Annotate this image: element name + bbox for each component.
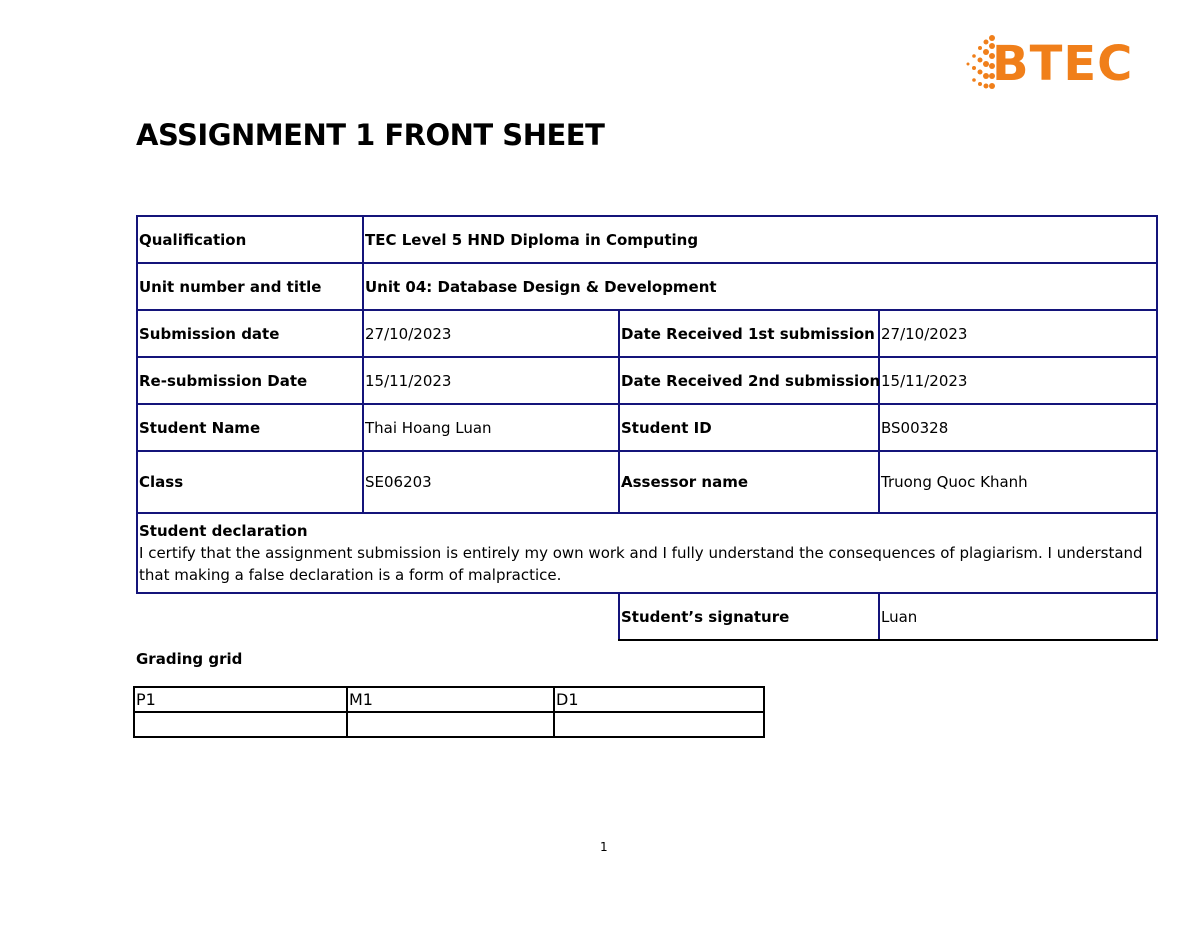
grading-grid	[133, 686, 765, 738]
grade-p1-header: P1	[134, 687, 347, 712]
student-name-label: Student Name	[137, 404, 363, 451]
grade-d1-header: D1	[554, 687, 764, 712]
page-number: 1	[600, 840, 608, 854]
student-id-value: BS00328	[879, 404, 1157, 451]
declaration-heading: Student declaration	[139, 522, 308, 540]
received-second-label: Date Received 2nd submission	[619, 357, 879, 404]
grade-m1-value	[347, 712, 554, 737]
student-id-label: Student ID	[619, 404, 879, 451]
assessor-value: Truong Quoc Khanh	[879, 451, 1157, 513]
btec-logo	[962, 30, 1152, 96]
class-value: SE06203	[363, 451, 619, 513]
assessor-label: Assessor name	[619, 451, 879, 513]
grading-header-row	[134, 687, 764, 712]
row-unit	[137, 263, 1157, 310]
qualification-value: TEC Level 5 HND Diploma in Computing	[363, 216, 1157, 263]
row-submission	[137, 310, 1157, 357]
resubmission-date-label: Re-submission Date	[137, 357, 363, 404]
signature-value: Luan	[879, 593, 1157, 640]
signature-label: Student’s signature	[619, 593, 879, 640]
grade-d1-value	[554, 712, 764, 737]
row-qualification	[137, 216, 1157, 263]
signature-spacer	[137, 593, 619, 640]
row-student	[137, 404, 1157, 451]
resubmission-date-value: 15/11/2023	[363, 357, 619, 404]
qualification-label: Qualification	[137, 216, 363, 263]
grade-m1-header: M1	[347, 687, 554, 712]
declaration-text: I certify that the assignment submission is entirely my own work and I fully understand the consequences of plagiarism. I understand that making a false declaration is a form of malpractice.	[139, 544, 1143, 584]
row-resubmission	[137, 357, 1157, 404]
grading-grid-label: Grading grid	[136, 650, 243, 668]
unit-label: Unit number and title	[137, 263, 363, 310]
page-title: ASSIGNMENT 1 FRONT SHEET	[136, 118, 605, 152]
class-label: Class	[137, 451, 363, 513]
received-second-value: 15/11/2023	[879, 357, 1157, 404]
submission-date-label: Submission date	[137, 310, 363, 357]
row-class	[137, 451, 1157, 513]
student-name-value: Thai Hoang Luan	[363, 404, 619, 451]
row-signature	[137, 593, 1157, 640]
row-declaration	[137, 513, 1157, 593]
logo-wordmark: BTEC	[992, 36, 1134, 92]
grading-value-row	[134, 712, 764, 737]
front-sheet-table	[136, 215, 1158, 641]
unit-value: Unit 04: Database Design & Development	[363, 263, 1157, 310]
received-first-value: 27/10/2023	[879, 310, 1157, 357]
grade-p1-value	[134, 712, 347, 737]
submission-date-value: 27/10/2023	[363, 310, 619, 357]
declaration-cell	[137, 513, 1157, 593]
received-first-label: Date Received 1st submission	[619, 310, 879, 357]
